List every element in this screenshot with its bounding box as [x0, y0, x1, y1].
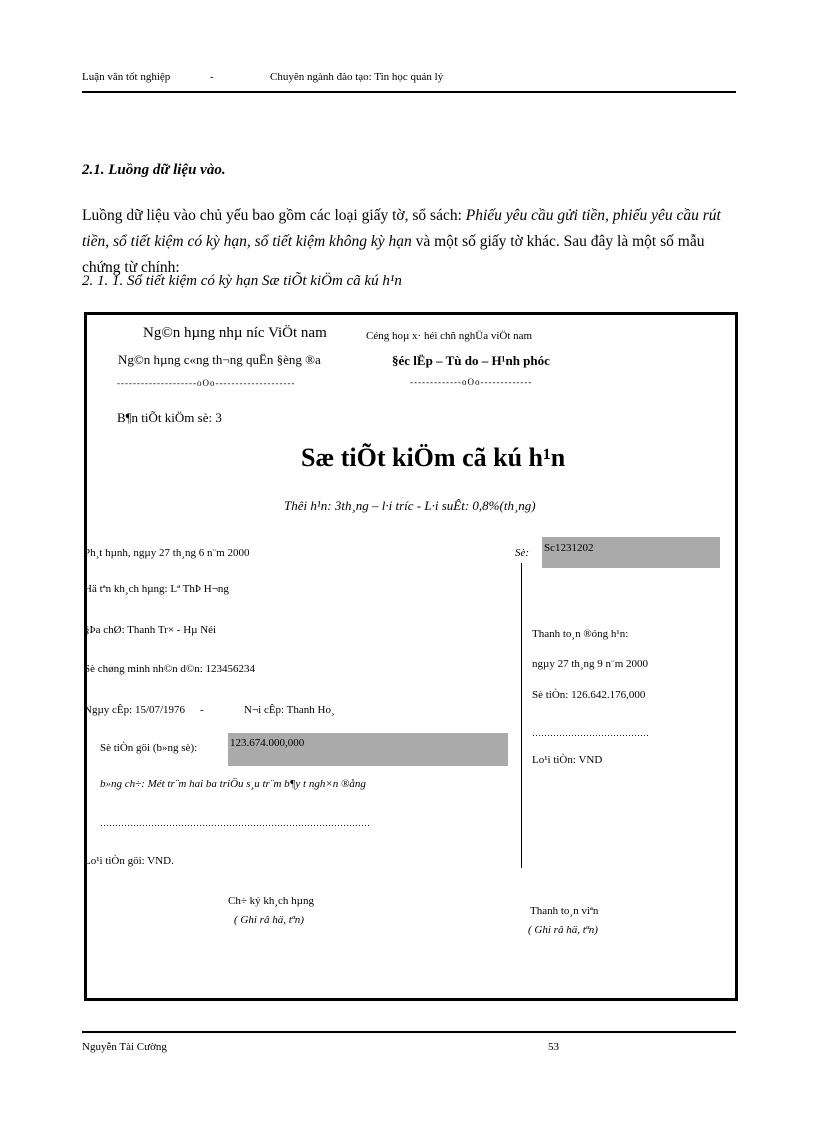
id-number: Sè chøng minh nh©n d©n: 123456234: [84, 663, 256, 675]
bank-branch: Ng©n hµng c«ng th¬ng quËn §èng ®a: [118, 352, 321, 367]
customer-name: Hä tªn kh¸ch hµng: Lª ThÞ H¬ng: [84, 583, 229, 595]
issue-date: Ph¸t hµnh, ngµy 27 th¸ng 6 n¨m 2000: [84, 547, 250, 559]
customer-signature-note: ( Ghi râ hä, tªn): [234, 914, 304, 926]
para-tail: và một số giấy tờ khác. Sau đây là một số mẫu chứng từ chính:: [82, 233, 705, 276]
header-left: Luận văn tốt nghiệp: [82, 71, 171, 83]
id-dash: -: [200, 704, 204, 716]
deposit-value: 123.674.000,000: [230, 737, 305, 749]
copy-label: B¶n tiÕt kiÖm sè: 3: [117, 410, 222, 425]
bank-separator: --------------------oOo--------------------: [117, 378, 296, 388]
page-number: 53: [548, 1041, 559, 1053]
settle-label: Thanh to¸n ®óng h¹n:: [532, 628, 629, 640]
republic-title: Céng hoµ x· héi chñ nghÜa viÖt nam: [366, 330, 533, 342]
footer-rule: [82, 1031, 736, 1033]
settle-currency: Lo¹i tiÒn: VND: [532, 754, 603, 766]
header-rule: [82, 91, 736, 93]
so-label: Sè:: [515, 547, 530, 559]
teller-signature-note: ( Ghi râ hä, tªn): [528, 924, 598, 936]
header-right: Chuyên ngành đào tạo: Tin học quản lý: [270, 71, 444, 83]
section-paragraph: [82, 203, 732, 281]
motto-separator: -------------oOo-------------: [410, 377, 533, 387]
settle-dots: …………………………………: [532, 728, 649, 738]
column-divider: [521, 563, 522, 868]
bank-name: Ng©n hµng nhµ níc ViÖt nam: [143, 325, 327, 341]
settle-amount: Sè tiÒn: 126.642.176,000: [532, 689, 646, 701]
id-place: N¬i cÊp: Thanh Ho¸: [244, 704, 335, 716]
teller-signature-label: Thanh to¸n viªn: [530, 905, 599, 917]
currency: Lo¹i tiÒn göi: VND.: [84, 855, 174, 867]
header-dash: -: [210, 71, 214, 83]
id-date: Ngµy cÊp: 15/07/1976: [84, 704, 186, 716]
deposit-label: Sè tiÒn göi (b»ng sè):: [100, 742, 198, 754]
section-heading: 2.1. Luồng dữ liệu vào.: [82, 162, 226, 178]
customer-signature-label: Ch÷ ký kh¸ch hµng: [228, 895, 315, 907]
footer-author: Nguyễn Tài Cường: [82, 1041, 167, 1053]
dots-line: ………………………………………………………………………………: [100, 818, 370, 828]
amount-in-words: b»ng ch÷: Mét tr¨m hai ba triÖu s¸u tr¨m b¶y t ngh×n ®ång: [100, 778, 366, 790]
form-title: Sæ tiÕt kiÖm cã kú h¹n: [301, 443, 566, 472]
so-value: Sc1231202: [544, 542, 594, 554]
para-lead: Luồng dữ liệu vào chủ yếu bao gồm các loại giấy tờ, sổ sách:: [82, 207, 466, 224]
para-italic: Phiếu yêu cầu gửi tiền, phiếu yêu cầu rút tiền, sổ tiết kiệm có kỳ hạn, sổ tiết kiệm không kỳ hạn: [82, 207, 721, 250]
motto: §éc lËp – Tù do – H¹nh phóc: [392, 353, 550, 368]
form-subtitle: Thêi h¹n: 3th¸ng – l·i tríc - L·i suÊt: 0,8%(th¸ng): [284, 498, 536, 513]
settle-date: ngµy 27 th¸ng 9 n¨m 2000: [532, 658, 649, 670]
address: §Þa chØ: Thanh Tr× - Hµ Néi: [84, 624, 217, 636]
subheading: 2. 1. 1. Sổ tiết kiệm có kỳ hạn Sæ tiÕt kiÖm cã kú h¹n: [82, 273, 402, 289]
